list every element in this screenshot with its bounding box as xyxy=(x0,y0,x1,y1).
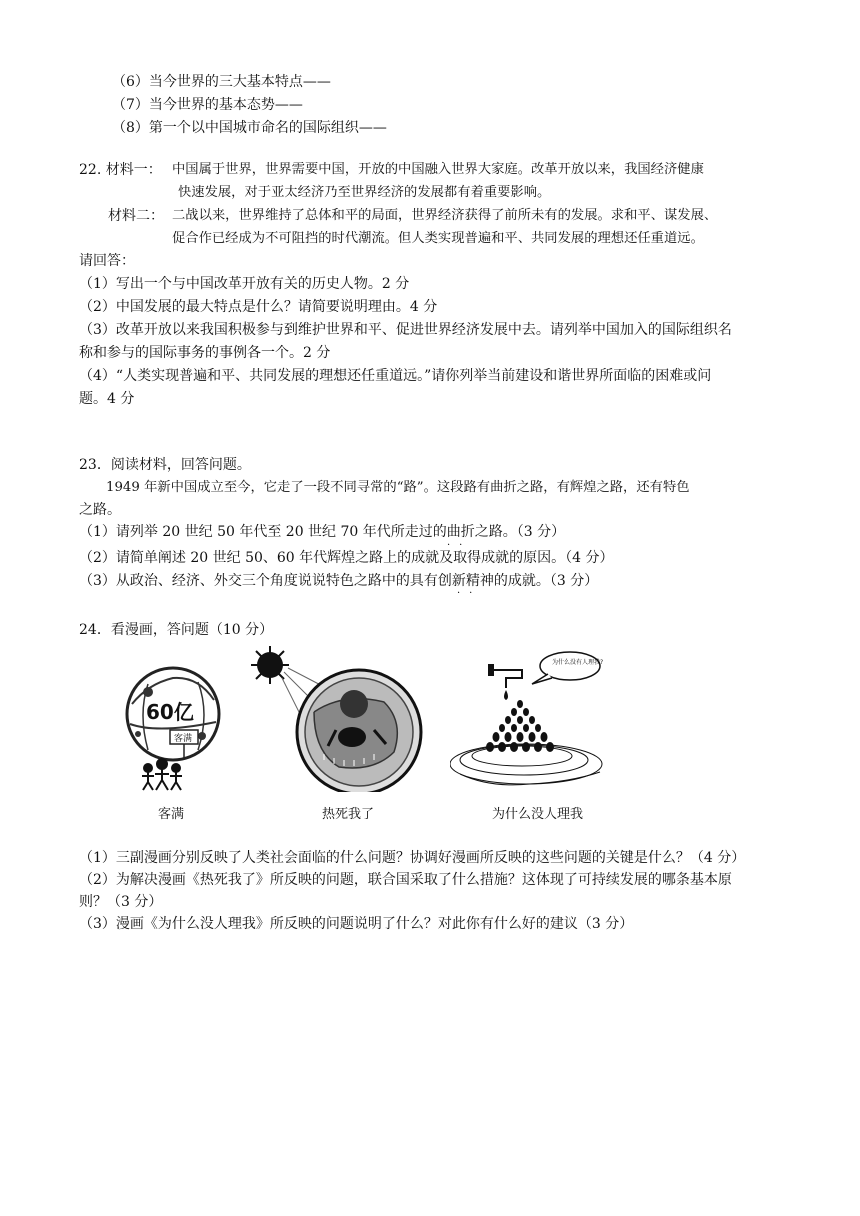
cartoon-global-warming xyxy=(244,642,424,792)
q24-question-3: （3）漫画《为什么没人理我》所反映的问题说明了什么？对此你有什么好的建议（3 分） xyxy=(79,916,634,932)
q21-item-8: （8）第一个以中国城市命名的国际组织—— xyxy=(112,120,387,136)
q23-title: 23．阅读材料，回答问题。 xyxy=(79,457,251,473)
q24-title: 24．看漫画，答问题（10 分） xyxy=(79,622,274,638)
q21-item-6: （6）当今世界的三大基本特点—— xyxy=(112,74,331,90)
q24-question-2-line2: 则？（3 分） xyxy=(79,894,163,910)
q23-question-2: （2）请简单阐述 20 世纪 50、60 年代辉煌之路上的成就及取得成就的原因。（4 分） xyxy=(79,550,614,566)
q23-material-line1: 1949 年新中国成立至今，它走了一段不同寻常的“路”。这段路有曲折之路，有辉煌之路，还有特色 xyxy=(106,480,690,495)
cartoon1-population-text: 60亿 xyxy=(146,700,194,724)
emphasis-dots-chuangxin: ·· xyxy=(457,588,482,599)
q23-question-3: （3）从政治、经济、外交三个角度说说特色之路中的具有创新精神的成就。（3 分） xyxy=(79,573,599,589)
q22-material2-label: 材料二： xyxy=(108,208,164,224)
cartoon-crowded-earth xyxy=(118,664,228,792)
q22-material2-line2: 促合作已经成为不可阻挡的时代潮流。但人类实现普遍和平、共同发展的理想还任重道远。 xyxy=(172,231,704,246)
q22-material1-line1: 中国属于世界，世界需要中国，开放的中国融入世界大家庭。改革开放以来，我国经济健康 xyxy=(172,162,704,177)
cartoon2-caption: 热死我了 xyxy=(322,807,375,822)
q24-question-2-line1: （2）为解决漫画《热死我了》所反映的问题，联合国采取了什么措施？这体现了可持续发展的哪条基本原 xyxy=(79,872,732,888)
q24-question-1: （1）三副漫画分别反映了人类社会面临的什么问题？协调好漫画所反映的这些问题的关键是什么？（4 分） xyxy=(79,850,746,866)
q22-question-2: （2）中国发展的最大特点是什么？请简要说明理由。4 分 xyxy=(79,299,438,315)
q22-material1-label: 22. 材料一： xyxy=(79,162,162,178)
cartoon3-caption: 为什么没人理我 xyxy=(492,807,584,822)
q22-question-1: （1）写出一个与中国改革开放有关的历史人物。2 分 xyxy=(79,276,410,292)
q22-material1-line2: 快速发展，对于亚太经济乃至世界经济的发展都有着重要影响。 xyxy=(178,185,551,200)
q22-material2-line1: 二战以来，世界维持了总体和平的局面，世界经济获得了前所未有的发展。求和平、谋发展、 xyxy=(172,208,718,223)
q22-question-3-line2: 称和参与的国际事务的事例各一个。2 分 xyxy=(79,345,331,361)
q23-question-1: （1）请列举 20 世纪 50 年代至 20 世纪 70 年代所走过的曲折之路。（3 分） xyxy=(79,524,566,540)
q22-question-4-line2: 题。4 分 xyxy=(79,391,135,407)
q22-question-3-line1: （3）改革开放以来我国积极参与到维护世界和平、促进世界经济发展中去。请列举中国加入的国际组织名 xyxy=(79,322,732,338)
q21-item-7: （7）当今世界的基本态势—— xyxy=(112,97,303,113)
cartoon1-sign-text: 客满 xyxy=(174,734,193,744)
cartoon-water-shortage xyxy=(450,648,614,792)
cartoon3-bubble-text: 为什么没有人理我? xyxy=(552,659,604,666)
emphasis-dots-quzhe: ·· xyxy=(447,540,472,551)
q23-material-line2: 之路。 xyxy=(79,502,121,518)
q22-question-4-line1: （4）“人类实现普遍和平、共同发展的理想还任重道远。”请你列举当前建设和谐世界所面临的困难或问 xyxy=(79,368,712,384)
cartoon1-caption: 客满 xyxy=(158,807,185,822)
q22-prompt: 请回答： xyxy=(79,253,135,269)
